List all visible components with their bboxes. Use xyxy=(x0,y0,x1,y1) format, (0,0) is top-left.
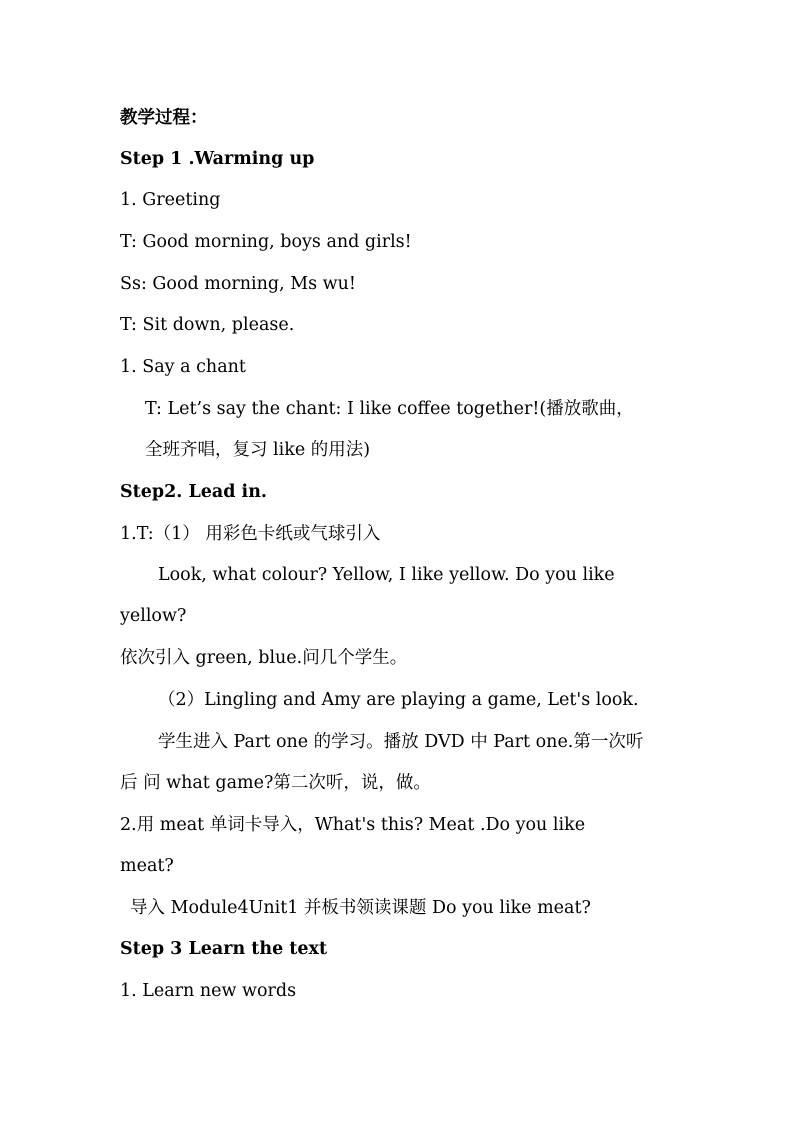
leadin-module-line: 导入 Module4Unit1 并板书领读课题 Do you like meat? xyxy=(130,898,591,918)
leadin-meat-line-1: 2.用 meat 单词卡导入，What's this? Meat .Do you like xyxy=(120,815,586,835)
leadin-meat-line-2: meat? xyxy=(120,856,174,876)
chant-text-line-1: T: Let’s say the chant: I like coffee together!(播放歌曲， xyxy=(145,399,634,419)
leadin-look-line-1: Look, what colour? Yellow, I like yellow. Do you like xyxy=(158,565,615,585)
step2-title: Step2. Lead in. xyxy=(120,482,268,502)
dialog-teacher-line-1: T: Good morning, boys and girls! xyxy=(120,232,412,252)
step3-item-new-words: 1. Learn new words xyxy=(120,981,297,1001)
step3-title: Step 3 Learn the text xyxy=(120,939,328,959)
section-heading: 教学过程： xyxy=(120,108,208,128)
step1-item-chant: 1. Say a chant xyxy=(120,357,246,377)
leadin-item-1: 1.T:（1） 用彩色卡纸或气球引入 xyxy=(120,524,381,544)
step1-item-greeting: 1. Greeting xyxy=(120,190,221,210)
dialog-students-line: Ss: Good morning, Ms wu! xyxy=(120,274,356,294)
chant-text-line-2: 全班齐唱，复习 like 的用法) xyxy=(145,440,371,460)
leadin-partone-line-2: 后 问 what game?第二次听，说，做。 xyxy=(120,773,431,793)
leadin-look-line-2: yellow? xyxy=(120,606,187,626)
step1-title: Step 1 .Warming up xyxy=(120,149,315,169)
leadin-item-2: （2）Lingling and Amy are playing a game, Let's look. xyxy=(158,690,639,710)
leadin-order-line: 依次引入 green, blue.问几个学生。 xyxy=(120,648,408,668)
dialog-teacher-line-2: T: Sit down, please. xyxy=(120,315,295,335)
leadin-partone-line-1: 学生进入 Part one 的学习。播放 DVD 中 Part one.第一次听 xyxy=(158,732,644,752)
